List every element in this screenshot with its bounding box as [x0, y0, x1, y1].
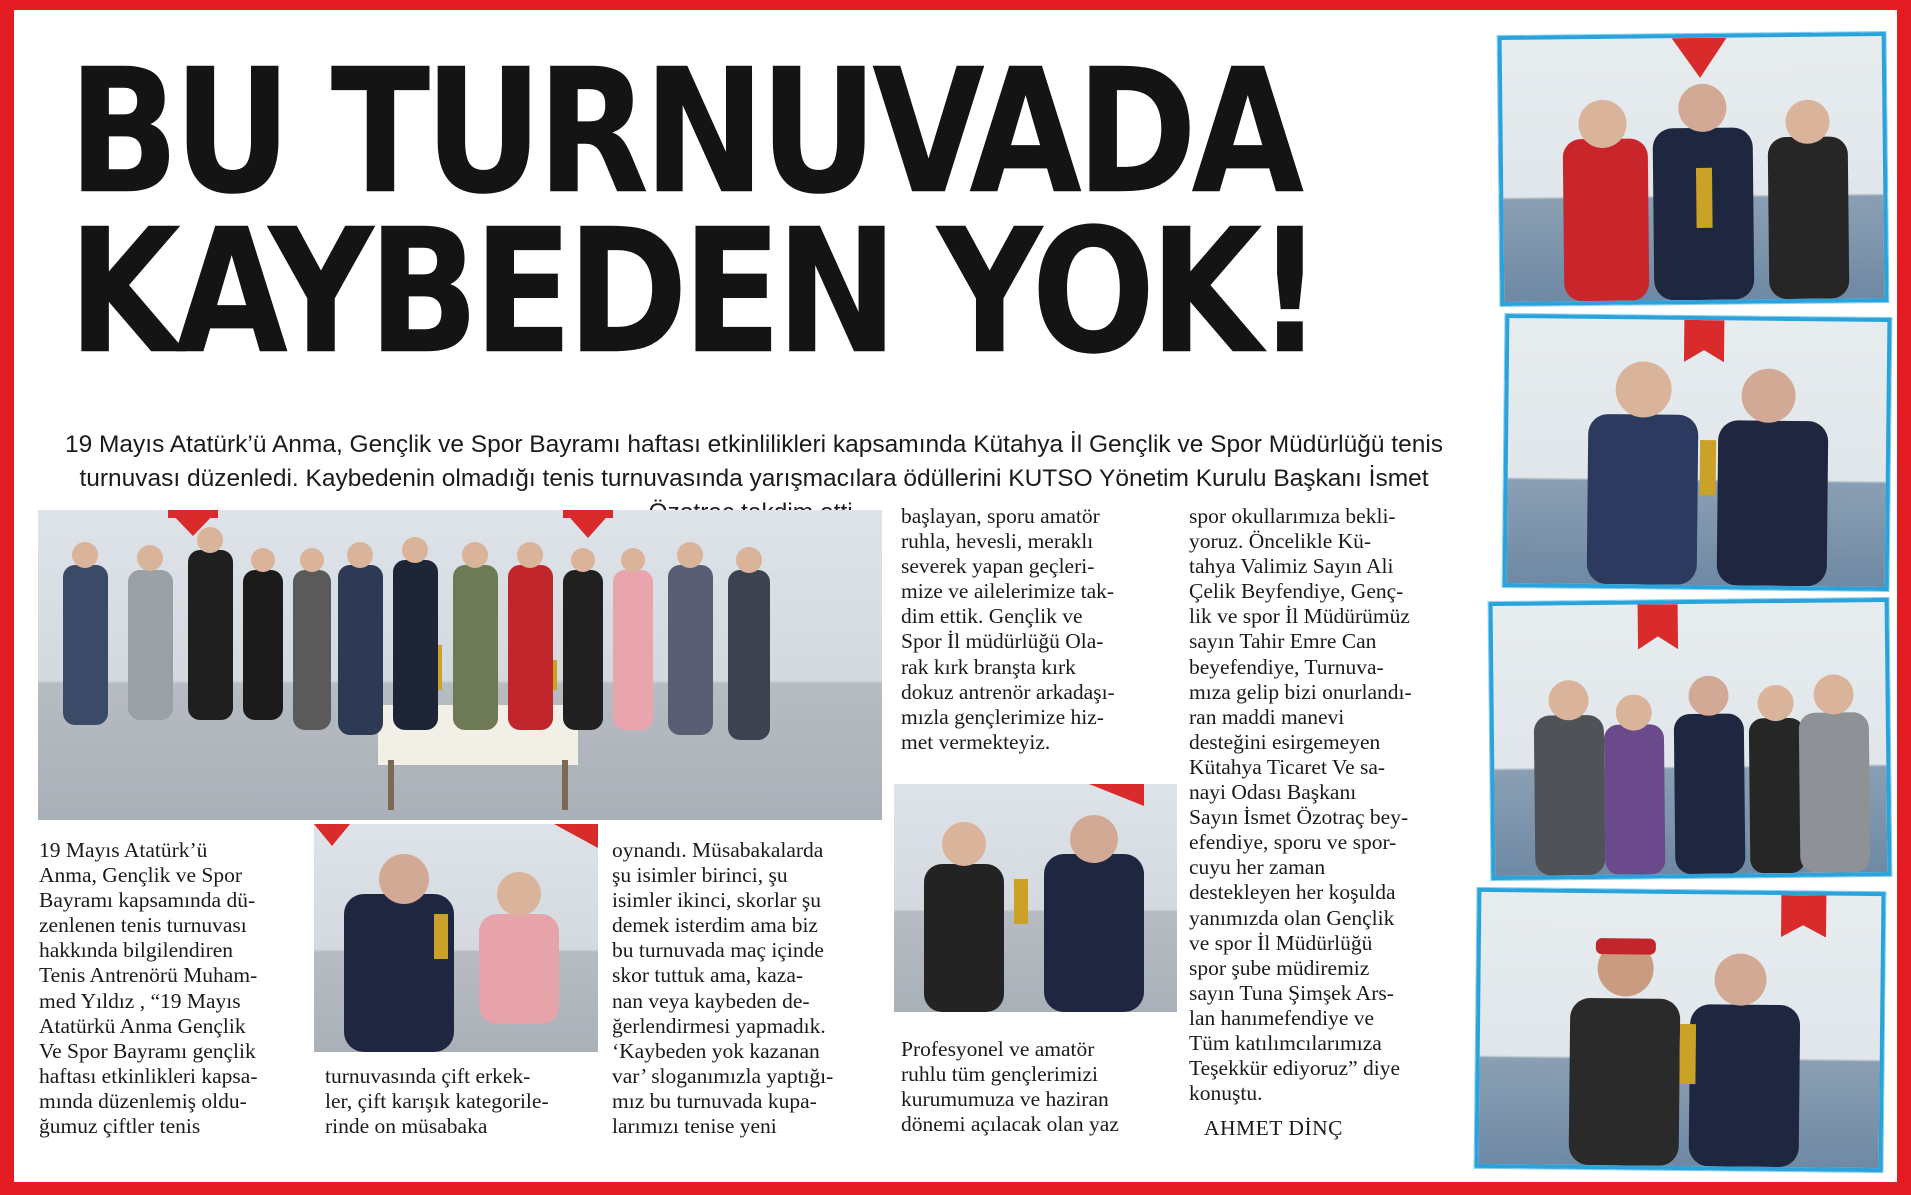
award-photo-1-illustration — [314, 824, 598, 1052]
side-photo-3-illustration — [1493, 602, 1888, 876]
author-byline: AHMET DİNÇ — [1204, 1116, 1343, 1140]
side-photo-4 — [1475, 888, 1886, 1172]
side-photo-1-illustration — [1502, 36, 1885, 302]
article-column-3: oynandı. Müsabakalarda şu isimler birinci, şu isimler ikinci, skorlar şu demek isterdim ama biz bu turnuvada maç içinde skor tuttuk ama, kaza- nan veya kaybeden de- ğerlendirmesi yapmadık. ‘Kaybeden yok kazanan var’ sloganımızla yaptığı- mız bu turnuvada kupa- larımızı tenise yeni — [612, 838, 834, 1139]
side-photo-3 — [1489, 598, 1892, 880]
side-photo-4-illustration — [1479, 892, 1882, 1168]
group-photo-illustration — [38, 510, 882, 820]
group-photo — [38, 510, 882, 820]
article-column-2: turnuvasında çift erkek- ler, çift karışık kategorile- rinde on müsabaka — [325, 1064, 549, 1139]
award-photo-2-illustration — [894, 784, 1177, 1012]
headline-line-2: KAYBEDEN YOK! — [68, 192, 1318, 393]
award-photo-1 — [314, 824, 598, 1052]
side-photo-2 — [1503, 314, 1892, 591]
article-lede: 19 Mayıs Atatürk’ü Anma, Gençlik ve Spor Bayramı haftası etkinlilikleri kapsamında Kütahya İl Gençlik ve Spor Müdürlüğü tenis turnuvası düzenledi. Kaybedenin olmadığı tenis turnuvasında yarışmacılara ödüllerini KUTSO Yönetim Kurulu Başkanı İsmet — [64, 431, 1444, 492]
article-column-4-bottom: Profesyonel ve amatör ruhlu tüm gençlerimizi kurumumuza ve haziran dönemi açılacak olan yaz — [901, 1037, 1119, 1137]
newspaper-page — [14, 10, 1897, 1182]
article-column-1: 19 Mayıs Atatürk’ü Anma, Gençlik ve Spor Bayramı kapsamında dü- zenlenen tenis turnuvası hakkında bilgilendiren Tenis Antrenörü Muham- med Yıldız , “19 Mayıs Atatürkü Anma Gençlik Ve Spor Bayramı gençlik haftası etkinlikleri kapsa- mında düzenlemiş oldu- ğumuz çiftler tenis — [39, 838, 258, 1139]
award-photo-2 — [894, 784, 1177, 1012]
side-photo-1 — [1498, 32, 1889, 306]
article-column-4-top: başlayan, sporu amatör ruhla, hevesli, meraklı severek yapan geçleri- mize ve ailelerimize tak- dim ettik. Gençlik ve Spor İl müdürlüğü Ola- rak kırk branşta kırk dokuz antrenör arkadaşı- mızla gençlerimize hiz- met vermekteyiz. — [901, 504, 1115, 754]
headline-line-1: BU TURNUVADA — [68, 32, 1299, 233]
article-column-5: spor okullarımıza bekli- yoruz. Öncelikle Kü- tahya Valimiz Sayın Ali Çelik Beyfendiye, Genç- lik ve spor İl Müdürümüz sayın Tahir Emre Can beyefendiye, Turnuva- mıza gelip bizi onurlandı- ran maddi manevi desteğini esirgemeyen Kütahya Ticaret Ve sa- nayi Odası Başkanı Sayın İsmet Özotraç bey- efendiye, sporu ve spor- cuyu her zaman destekleyen her koşulda yanımızda olan Gençlik ve spor İl Müdürlüğü spor şube müdiremiz sayın Tuna Şimşek Ars- lan hanımefendiye ve Tüm katılımcılarımıza Teşekkür ediyoruz” diye konuştu. — [1189, 504, 1412, 1106]
side-photo-2-illustration — [1507, 318, 1888, 587]
